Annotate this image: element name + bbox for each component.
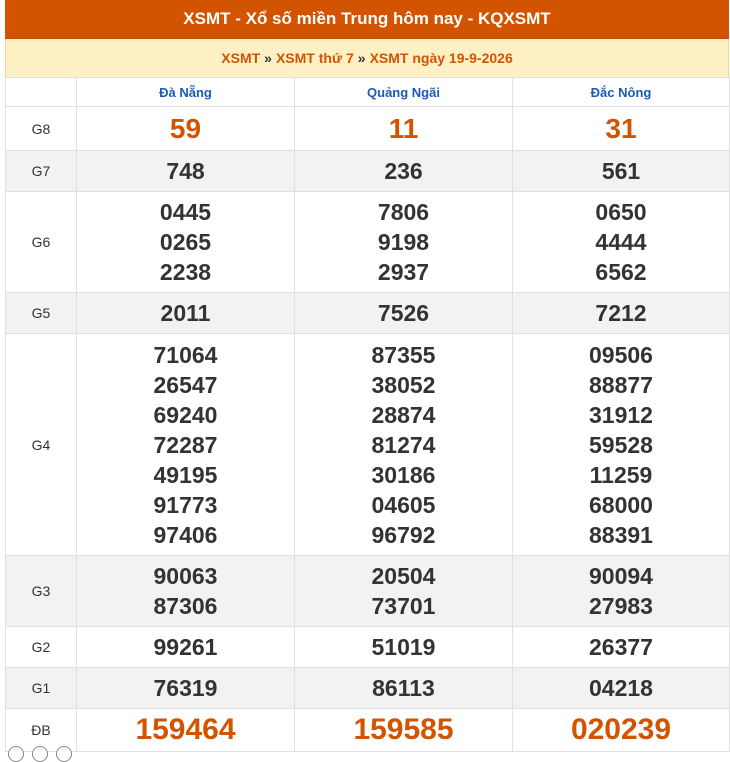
prize-label: G8 xyxy=(6,107,77,151)
prize-number: 2011 xyxy=(160,300,211,326)
province-header[interactable]: Quảng Ngãi xyxy=(295,78,513,107)
prize-number: 159585 xyxy=(353,713,454,746)
prize-number: 99261 xyxy=(153,634,218,660)
prize-number: 0445 xyxy=(159,199,212,225)
prize-number: 90094 xyxy=(589,563,653,589)
province-header-row xyxy=(6,78,730,107)
prize-number: 31 xyxy=(605,112,637,144)
prize-cell xyxy=(295,293,513,334)
prize-number: 81274 xyxy=(371,431,436,458)
prize-cell xyxy=(77,334,295,556)
prize-cell xyxy=(295,151,513,192)
prize-cell xyxy=(513,192,730,293)
prize-number: 7526 xyxy=(377,300,430,326)
prize-cell xyxy=(513,668,730,709)
prize-cell xyxy=(295,107,513,151)
prize-row xyxy=(6,151,730,192)
prize-row xyxy=(6,556,730,627)
prize-cell xyxy=(513,151,730,192)
prize-cell xyxy=(513,107,730,151)
breadcrumb-separator: » xyxy=(264,50,272,66)
prize-number: 2238 xyxy=(159,259,212,285)
prize-number: 59 xyxy=(169,112,202,144)
prize-label: G6 xyxy=(6,192,77,293)
prize-number: 26377 xyxy=(589,634,653,660)
prize-cell xyxy=(295,668,513,709)
results-body xyxy=(6,107,730,752)
prize-number: 28874 xyxy=(371,401,436,428)
prize-number: 2937 xyxy=(377,259,430,285)
prize-label: G7 xyxy=(6,151,77,192)
prize-number: 59528 xyxy=(589,431,653,458)
prize-number: 0650 xyxy=(595,199,647,225)
province-header[interactable]: Đắc Nông xyxy=(513,78,730,107)
prize-number: 11259 xyxy=(589,461,653,488)
prize-number: 88391 xyxy=(589,521,653,548)
prize-label: G1 xyxy=(6,668,77,709)
prize-number: 20504 xyxy=(371,563,436,589)
province-header[interactable]: Đà Nẵng xyxy=(77,78,295,107)
prize-number: 38052 xyxy=(371,371,436,398)
prize-cell xyxy=(295,334,513,556)
prize-number: 90063 xyxy=(153,563,218,589)
prize-cell xyxy=(77,151,295,192)
prize-row xyxy=(6,107,730,151)
prize-number: 86113 xyxy=(372,675,435,701)
results-container xyxy=(5,0,729,752)
prize-row xyxy=(6,192,730,293)
prize-number: 7806 xyxy=(377,199,430,225)
prize-number: 748 xyxy=(166,158,205,184)
prize-number: 51019 xyxy=(371,634,436,660)
prize-number: 11 xyxy=(388,112,419,144)
prize-number: 7212 xyxy=(595,300,647,326)
prize-cell xyxy=(77,668,295,709)
prize-cell xyxy=(513,556,730,627)
prize-number: 31912 xyxy=(589,401,653,428)
prize-number: 26547 xyxy=(153,371,218,398)
prize-number: 04605 xyxy=(371,491,436,518)
prize-cell xyxy=(513,627,730,668)
prize-cell xyxy=(77,107,295,151)
breadcrumb xyxy=(5,39,729,77)
breadcrumb-link-xsmt[interactable]: XSMT xyxy=(221,50,261,66)
prize-column-header xyxy=(6,78,77,107)
prize-label: G4 xyxy=(6,334,77,556)
breadcrumb-link-date[interactable]: XSMT ngày 19-9-2026 xyxy=(369,50,513,66)
prize-row xyxy=(6,627,730,668)
prize-cell xyxy=(513,293,730,334)
prize-row xyxy=(6,668,730,709)
prize-cell xyxy=(77,293,295,334)
display-options xyxy=(8,746,72,762)
prize-number: 96792 xyxy=(371,521,436,548)
prize-number: 72287 xyxy=(153,431,218,458)
prize-number: 76319 xyxy=(153,675,218,701)
prize-number: 71064 xyxy=(153,341,218,368)
prize-cell xyxy=(77,192,295,293)
prize-cell xyxy=(295,627,513,668)
prize-cell xyxy=(295,192,513,293)
prize-number: 27983 xyxy=(589,593,653,619)
prize-cell xyxy=(295,556,513,627)
prize-row xyxy=(6,334,730,556)
prize-number: 561 xyxy=(601,158,641,184)
prize-number: 0265 xyxy=(159,229,212,255)
prize-number: 87355 xyxy=(371,341,436,368)
prize-number: 236 xyxy=(384,158,423,184)
prize-label: ĐB xyxy=(6,709,77,752)
prize-cell xyxy=(295,709,513,752)
prize-number: 6562 xyxy=(595,259,647,285)
prize-label: G3 xyxy=(6,556,77,627)
radio-option[interactable] xyxy=(56,746,72,762)
radio-option[interactable] xyxy=(32,746,48,762)
prize-cell xyxy=(513,334,730,556)
prize-cell xyxy=(77,556,295,627)
prize-label: G5 xyxy=(6,293,77,334)
prize-label: G2 xyxy=(6,627,77,668)
prize-number: 97406 xyxy=(153,521,218,548)
prize-cell xyxy=(77,627,295,668)
prize-row xyxy=(6,293,730,334)
prize-number: 88877 xyxy=(589,371,653,398)
prize-number: 87306 xyxy=(153,593,218,619)
breadcrumb-link-weekday[interactable]: XSMT thứ 7 xyxy=(275,50,354,66)
breadcrumb-separator: » xyxy=(357,50,366,66)
prize-number: 9198 xyxy=(377,229,430,255)
page-title: XSMT - Xổ số miền Trung hôm nay - KQXSMT xyxy=(5,0,729,39)
prize-number: 68000 xyxy=(589,491,653,518)
prize-number: 4444 xyxy=(595,229,647,255)
prize-number: 30186 xyxy=(371,461,436,488)
results-table xyxy=(5,77,730,752)
prize-number: 91773 xyxy=(153,491,218,518)
prize-number: 69240 xyxy=(153,401,218,428)
prize-cell xyxy=(513,709,730,752)
prize-row xyxy=(6,709,730,752)
prize-number: 73701 xyxy=(371,593,436,619)
radio-option[interactable] xyxy=(8,746,24,762)
prize-number: 09506 xyxy=(589,341,653,368)
prize-number: 159464 xyxy=(135,713,236,746)
prize-cell xyxy=(77,709,295,752)
prize-number: 49195 xyxy=(153,461,218,488)
prize-number: 020239 xyxy=(570,713,672,746)
prize-number: 04218 xyxy=(589,675,653,701)
